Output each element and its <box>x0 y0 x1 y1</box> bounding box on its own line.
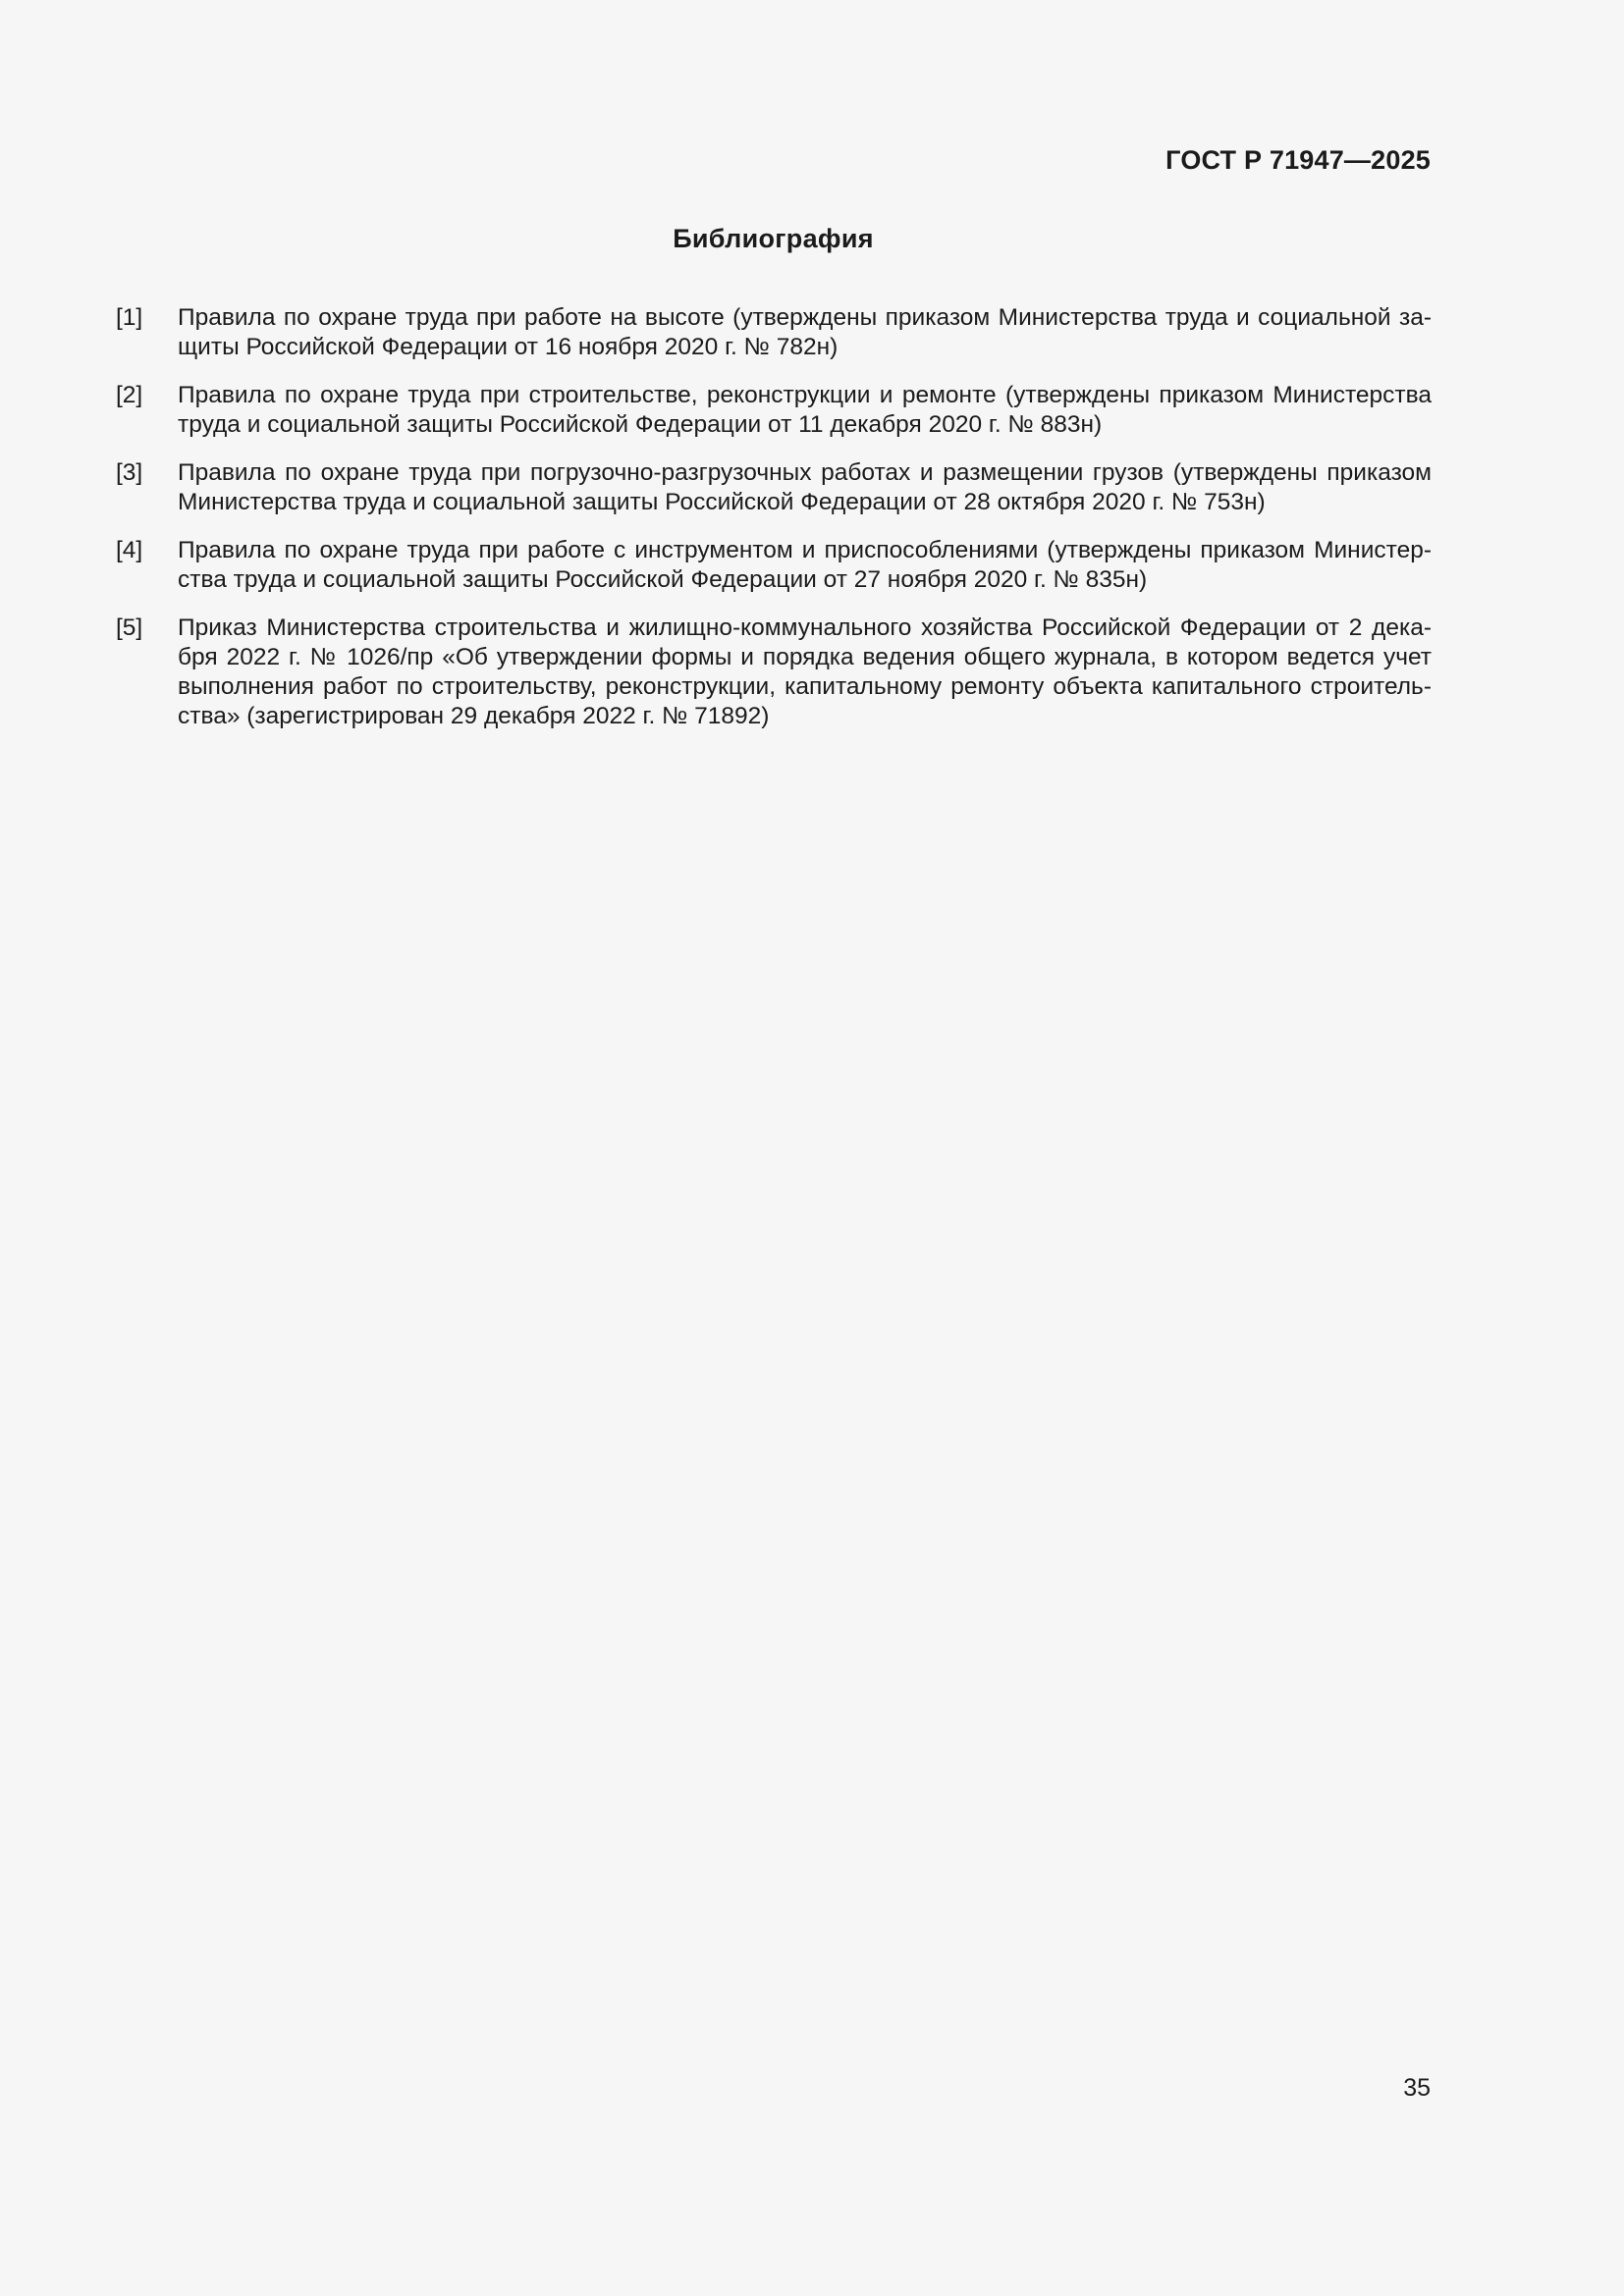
bibliography-item-text: Правила по охране труда при погрузочно-разгрузочных работах и размещении грузов (утверждены приказом Министерства труда и социальной защиты Российской Федерации от 28 октября 2020 г. № 753н) <box>178 459 1432 515</box>
document-code-header: ГОСТ Р 71947—2025 <box>1165 145 1431 175</box>
bibliography-item <box>116 536 1432 595</box>
bibliography-item-text: Правила по охране труда при работе на высоте (утверждены приказом Министерства труда и социальной защиты Российской Федерации от 16 ноября 2020 г. № 782н) <box>178 304 1432 360</box>
bibliography-item-text: Правила по охране труда при работе с инструментом и приспособлениями (утверждены приказом Министерства труда и социальной защиты Российской Федерации от 27 ноября 2020 г. № 835н) <box>178 537 1432 593</box>
bibliography-item-number: [5] <box>116 614 143 641</box>
bibliography-item-number: [1] <box>116 304 143 331</box>
bibliography-item <box>116 381 1432 440</box>
bibliography-item-text: Правила по охране труда при строительстве, реконструкции и ремонте (утверждены приказом Министерства труда и социальной защиты Российской Федерации от 11 декабря 2020 г. № 883н) <box>178 382 1432 438</box>
bibliography-item-number: [3] <box>116 459 143 486</box>
bibliography-item-number: [4] <box>116 537 143 563</box>
section-title: Библиография <box>673 224 874 253</box>
bibliography-item <box>116 614 1432 731</box>
bibliography-item <box>116 458 1432 517</box>
bibliography-item <box>116 303 1432 362</box>
bibliography-item-number: [2] <box>116 382 143 408</box>
bibliography-list <box>116 303 1432 750</box>
bibliography-item-text: Приказ Министерства строительства и жилищно-коммунального хозяйства Российской Федерации от 2 декабря 2022 г. № 1026/пр «Об утверждении формы и порядка ведения общего журнала, в котором ведется учет выполнения работ по строительству, реконструкции, капитальному ремонту объекта капитального строительства» (зарегистрирован 29 декабря 2022 г. № 71892) <box>178 614 1432 729</box>
page-number: 35 <box>1403 2074 1431 2102</box>
